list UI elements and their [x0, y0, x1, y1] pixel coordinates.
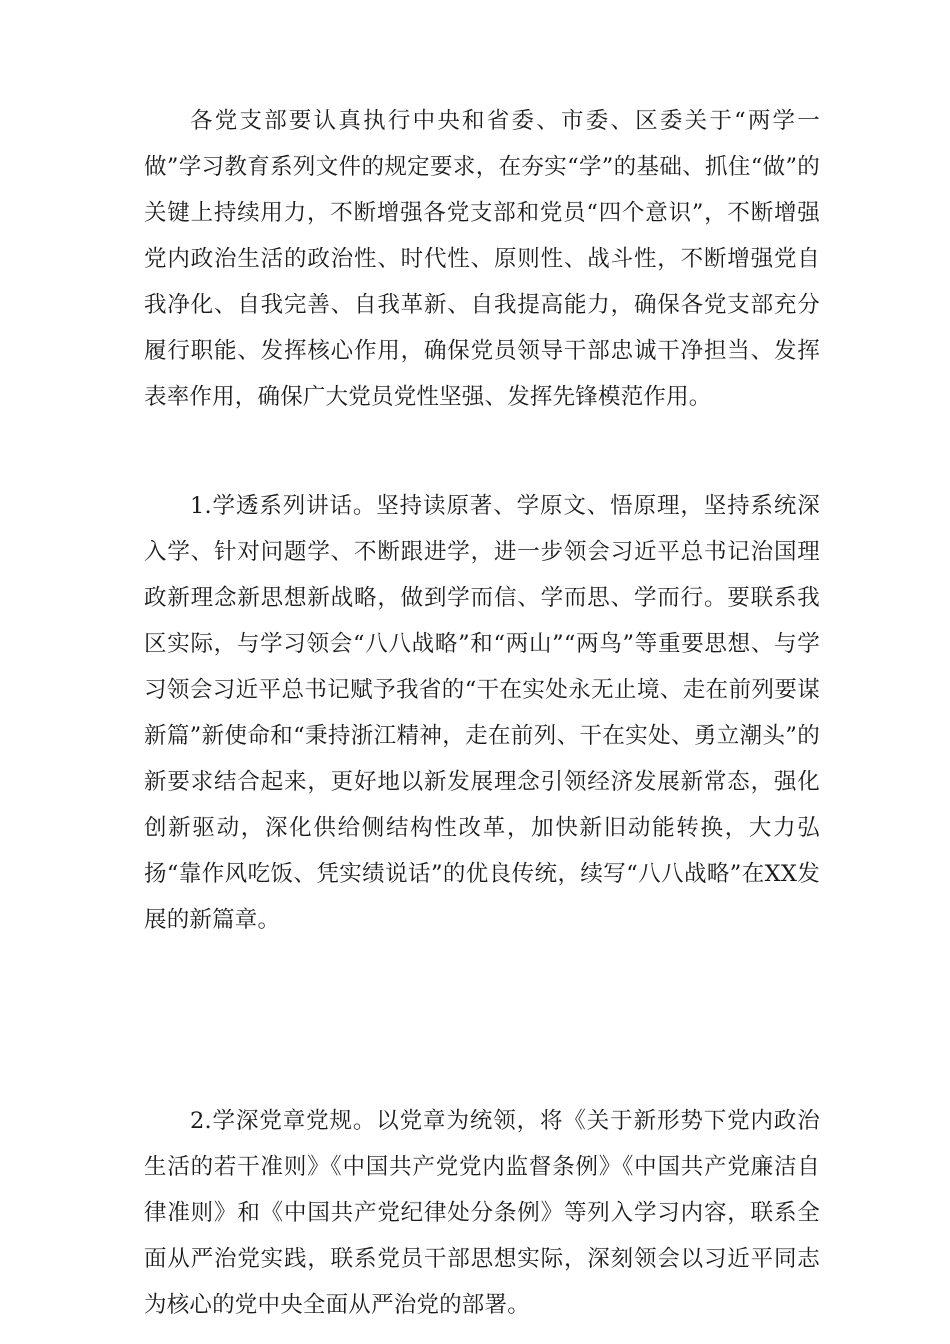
paragraph-study-party-rules: 2.学深党章党规。以党章为统领，将《关于新形势下党内政治生活的若干准则》《中国共产党党内监督条例》《中国共产党廉洁自律准则》和《中国共产党纪律处分条例》等列入学习内容，联系全面从严治党实践，联系党员干部思想实际，深刻领会以习近平同志为核心的党中央全面从严治党的部署。 — [144, 1108, 820, 1318]
paragraph-study-speeches: 1.学透系列讲话。坚持读原著、学原文、悟原理，坚持系统深入学、针对问题学、不断跟进学，进一步领会习近平总书记治国理政新理念新思想新战略，做到学而信、学而思、学而行。要联系我区实际，与学习领会“八八战略”和“两山”“两鸟”等重要思想、与学习领会习近平总书记赋予我省的“干在实处永无止境、走在前列要谋新篇”新使命和“秉持浙江精神，走在前列、干在实处、勇立潮头”的新要求结合起来，更好地以新发展理念引领经济发展新常态，强化创新驱动，深化供给侧结构性改革，加快新旧动能转换，大力弘扬“靠作风吃饭、凭实绩说话”的优良传统，续写“八八战略”在XX发展的新篇章。 — [144, 493, 820, 933]
paragraph-intro: 各党支部要认真执行中央和省委、市委、区委关于“两学一做”学习教育系列文件的规定要求，在夯实“学”的基础、抓住“做”的关键上持续用力，不断增强各党支部和党员“四个意识”，不断增强党内政治生活的政治性、时代性、原则性、战斗性，不断增强党自我净化、自我完善、自我革新、自我提高能力，确保各党支部充分履行职能、发挥核心作用，确保党员领导干部忠诚干净担当、发挥表率作用，确保广大党员党性坚强、发挥先锋模范作用。 — [144, 108, 820, 410]
